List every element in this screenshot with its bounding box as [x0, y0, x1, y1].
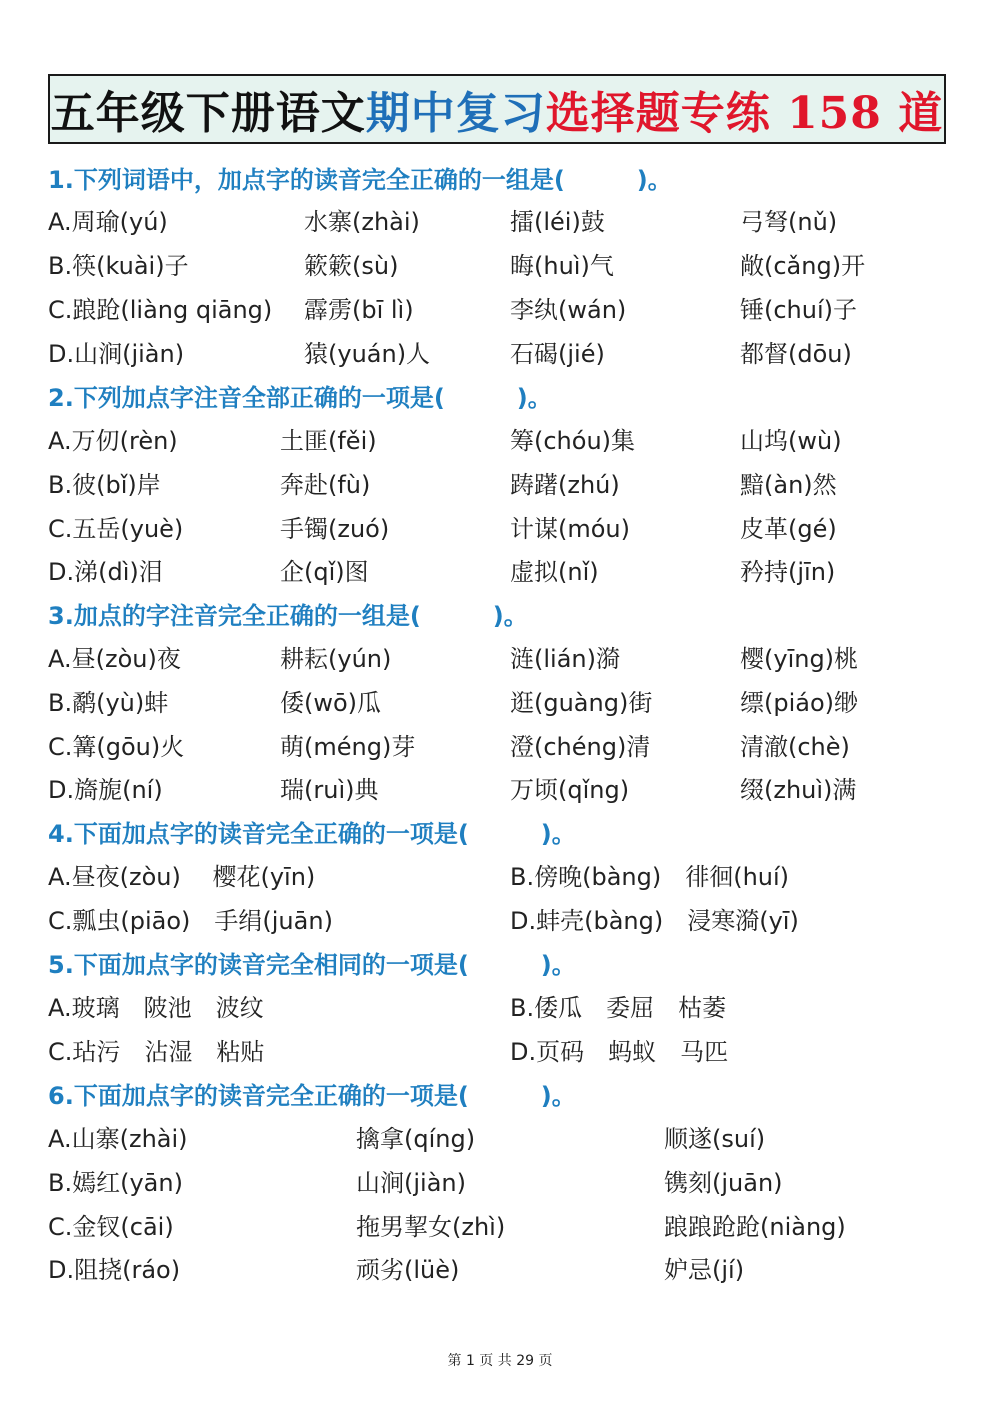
option-cell: 缀(zhuì)满: [740, 776, 857, 804]
option-cell: 晦(huì)气: [510, 252, 614, 280]
question-3-stem: 3.加点的字注音完全正确的一组是( )。: [48, 602, 528, 630]
option-cell: C.瓢虫(piāo) 手绢(juān): [48, 907, 333, 935]
option-cell: 企(qǐ)图: [280, 558, 369, 586]
option-cell: 都督(dōu): [740, 340, 852, 368]
title-practice: 选择题专练 158 道: [545, 88, 944, 139]
option-cell: 黯(àn)然: [740, 471, 837, 499]
option-cell: A.万仞(rèn): [48, 427, 178, 455]
option-cell: 擒拿(qíng): [356, 1125, 476, 1153]
page-footer: 第 1 页 共 29 页: [447, 1353, 553, 1369]
title-midterm: 期中复习: [365, 88, 546, 139]
option-cell: B.筷(kuài)子: [48, 252, 189, 280]
option-cell: 万顷(qǐng): [510, 776, 630, 804]
option-cell: D.旖旎(ní): [48, 776, 163, 804]
option-cell: 李纨(wán): [510, 296, 627, 324]
question-1-stem: 1.下列词语中，加点字的读音完全正确的一组是( )。: [48, 166, 672, 194]
option-cell: 水寨(zhài): [304, 208, 420, 236]
option-cell: B.彼(bǐ)岸: [48, 471, 161, 499]
option-cell: 簌簌(sù): [304, 252, 399, 280]
option-cell: 手镯(zuó): [280, 515, 390, 543]
option-cell: 奔赴(fù): [280, 471, 371, 499]
option-cell: 锤(chuí)子: [740, 296, 858, 324]
option-cell: 耕耘(yún): [280, 645, 392, 673]
question-6-row-c: [0, 1207, 1000, 1241]
title-grade: 五年级下册语文: [50, 88, 366, 139]
option-cell: 敞(cǎng)开: [740, 252, 866, 280]
option-cell: C.玷污 沾湿 粘贴: [48, 1038, 265, 1066]
option-cell: 踉踉跄跄(niàng): [664, 1213, 846, 1241]
question-3-row-d: [0, 770, 1000, 804]
question-4-stem: 4.下面加点字的读音完全正确的一项是( )。: [48, 820, 576, 848]
question-6-row-a: [0, 1119, 1000, 1153]
question-2-row-c: [0, 509, 1000, 543]
option-cell: 踌躇(zhú): [510, 471, 620, 499]
option-cell: D.阻挠(ráo): [48, 1256, 181, 1284]
question-6-row-d: [0, 1250, 1000, 1284]
question-2-row-b: [0, 465, 1000, 499]
option-cell: C.金钗(cāi): [48, 1213, 174, 1241]
option-cell: 顽劣(lüè): [356, 1256, 460, 1284]
option-cell: 土匪(fěi): [280, 427, 377, 455]
option-cell: 逛(guàng)街: [510, 689, 653, 717]
option-cell: 虚拟(nǐ): [510, 558, 599, 586]
option-cell: 山坞(wù): [740, 427, 842, 455]
option-cell: A.昼夜(zòu) 樱花(yīn): [48, 863, 316, 891]
option-cell: 计谋(móu): [510, 515, 630, 543]
option-cell: A.山寨(zhài): [48, 1125, 188, 1153]
question-6-stem: 6.下面加点字的读音完全正确的一项是( )。: [48, 1082, 576, 1110]
question-3-row-a: [0, 639, 1000, 673]
option-cell: 皮革(gé): [740, 515, 837, 543]
option-cell: 山涧(jiàn): [356, 1169, 466, 1197]
question-2-row-d: [0, 552, 1000, 586]
question-3-row-b: [0, 683, 1000, 717]
question-6-row-b: [0, 1163, 1000, 1197]
option-cell: B.倭瓜 委屈 枯萎: [510, 994, 727, 1022]
option-cell: B.鹬(yù)蚌: [48, 689, 169, 717]
question-3-row-c: [0, 727, 1000, 761]
option-cell: B.嫣红(yān): [48, 1169, 183, 1197]
option-cell: D.山涧(jiàn): [48, 340, 185, 368]
option-cell: 霹雳(bī lì): [304, 296, 414, 324]
option-cell: 顺遂(suí): [664, 1125, 766, 1153]
option-cell: A.昼(zòu)夜: [48, 645, 181, 673]
option-cell: 筹(chóu)集: [510, 427, 636, 455]
title-banner: [48, 74, 946, 144]
option-cell: 樱(yīng)桃: [740, 645, 859, 673]
option-cell: 倭(wō)瓜: [280, 689, 382, 717]
option-cell: 矜持(jīn): [740, 558, 836, 586]
option-cell: 缥(piáo)缈: [740, 689, 859, 717]
option-cell: 拖男挈女(zhì): [356, 1213, 506, 1241]
question-2-stem: 2.下列加点字注音全部正确的一项是( )。: [48, 384, 552, 412]
question-1-row-c: [0, 290, 1000, 324]
option-cell: C.踉跄(liàng qiāng): [48, 296, 273, 324]
question-5-row-cd: [0, 1032, 1000, 1066]
option-cell: D.页码 蚂蚁 马匹: [510, 1038, 729, 1066]
option-cell: 妒忌(jí): [664, 1256, 745, 1284]
option-cell: 镌刻(juān): [664, 1169, 783, 1197]
option-cell: D.蚌壳(bàng) 浸寒漪(yī): [510, 907, 799, 935]
option-cell: C.篝(gōu)火: [48, 733, 185, 761]
option-cell: B.傍晚(bàng) 徘徊(huí): [510, 863, 790, 891]
option-cell: 石碣(jié): [510, 340, 605, 368]
option-cell: D.涕(dì)泪: [48, 558, 163, 586]
question-5-row-ab: [0, 988, 1000, 1022]
question-4-row-cd: [0, 901, 1000, 935]
question-1-row-b: [0, 246, 1000, 280]
option-cell: 澄(chéng)清: [510, 733, 651, 761]
option-cell: 清澈(chè): [740, 733, 850, 761]
option-cell: 萌(méng)芽: [280, 733, 416, 761]
question-1-row-a: [0, 202, 1000, 236]
question-5-stem: 5.下面加点字的读音完全相同的一项是( )。: [48, 951, 576, 979]
option-cell: 涟(lián)漪: [510, 645, 620, 673]
option-cell: 擂(léi)鼓: [510, 208, 605, 236]
option-cell: 弓弩(nǔ): [740, 208, 838, 236]
question-2-row-a: [0, 421, 1000, 455]
question-1-row-d: [0, 334, 1000, 368]
option-cell: 瑞(ruì)典: [280, 776, 379, 804]
option-cell: A.周瑜(yú): [48, 208, 168, 236]
option-cell: A.玻璃 陂池 波纹: [48, 994, 264, 1022]
question-4-row-ab: [0, 857, 1000, 891]
option-cell: C.五岳(yuè): [48, 515, 184, 543]
option-cell: 猿(yuán)人: [304, 340, 431, 368]
